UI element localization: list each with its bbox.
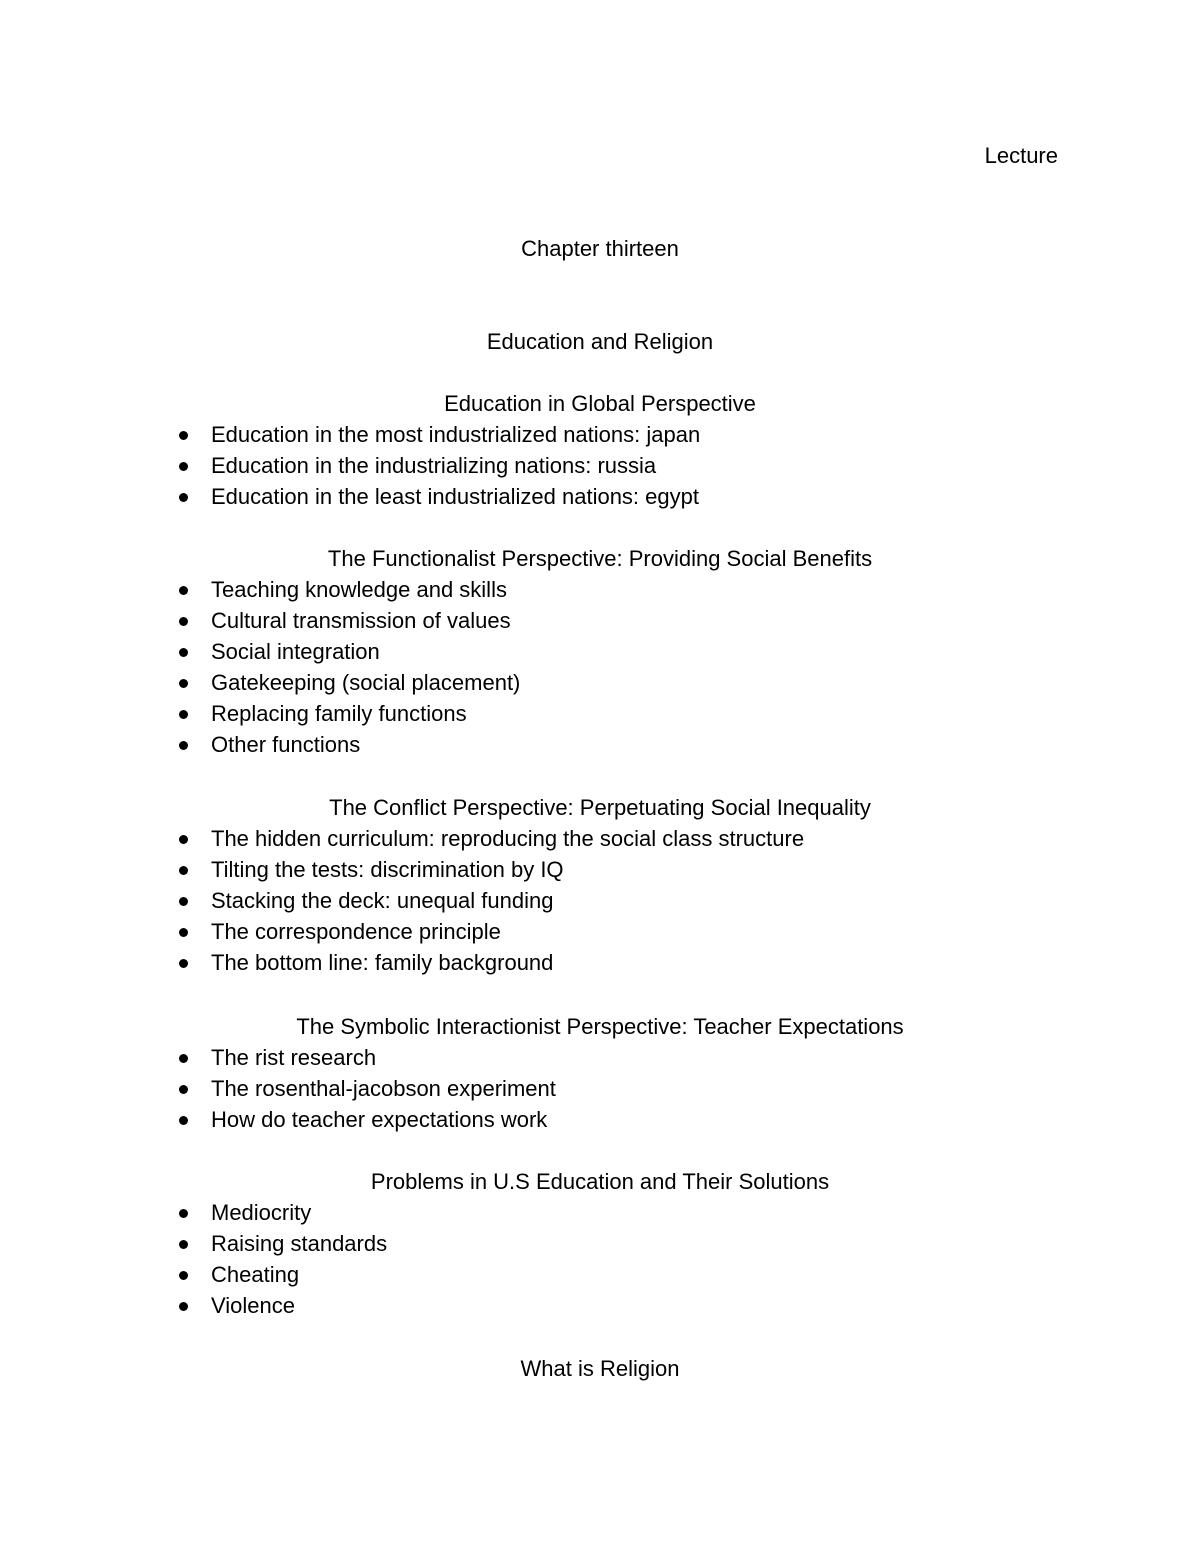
section-heading: The Symbolic Interactionist Perspective: Teacher Expectations [296, 1014, 904, 1039]
list-item [0, 1259, 1200, 1290]
list-item [0, 667, 1200, 698]
list-item [0, 698, 1200, 729]
list-item-text: Stacking the deck: unequal funding [211, 888, 554, 913]
section-us-education-problems [0, 1166, 1200, 1321]
bullet-list [0, 419, 1200, 512]
bullet-icon [179, 431, 188, 440]
section-heading-religion: What is Religion [520, 1356, 680, 1381]
list-item [0, 885, 1200, 916]
list-item [0, 947, 1200, 978]
bullet-list [0, 1197, 1200, 1321]
list-item-text: Tilting the tests: discrimination by IQ [211, 857, 564, 882]
bullet-list [0, 574, 1200, 760]
bullet-icon [179, 1209, 188, 1218]
section-conflict [0, 792, 1200, 978]
list-item-text: Social integration [211, 639, 380, 664]
list-item-text: How do teacher expectations work [211, 1107, 548, 1132]
list-item [0, 574, 1200, 605]
bullet-icon [179, 741, 188, 750]
list-item-text: The rosenthal-jacobson experiment [211, 1076, 556, 1101]
bullet-icon [179, 679, 188, 688]
list-item [0, 1042, 1200, 1073]
bullet-icon [179, 1302, 188, 1311]
bullet-list [0, 1042, 1200, 1135]
list-item-text: Other functions [211, 732, 361, 757]
section-heading: The Functionalist Perspective: Providing Social Benefits [327, 546, 873, 571]
list-item [0, 450, 1200, 481]
section-heading: The Conflict Perspective: Perpetuating Social Inequality [329, 795, 871, 820]
section-symbolic-interactionist [0, 1011, 1200, 1135]
list-item [0, 823, 1200, 854]
list-item [0, 729, 1200, 760]
section-heading: Problems in U.S Education and Their Solutions [370, 1169, 830, 1194]
lecture-label: Lecture [984, 143, 1058, 168]
section-global-perspective [0, 388, 1200, 512]
bullet-icon [179, 866, 188, 875]
bullet-icon [179, 1085, 188, 1094]
list-item [0, 419, 1200, 450]
chapter-heading: Chapter thirteen [521, 236, 679, 261]
bullet-icon [179, 897, 188, 906]
list-item-text: The hidden curriculum: reproducing the social class structure [211, 826, 805, 851]
list-item-text: The correspondence principle [211, 919, 501, 944]
list-item-text: Education in the most industrialized nations: japan [211, 422, 701, 447]
list-item-text: Raising standards [211, 1231, 388, 1256]
list-item-text: Teaching knowledge and skills [211, 577, 507, 602]
bullet-icon [179, 835, 188, 844]
list-item-text: Violence [211, 1293, 295, 1318]
list-item-text: Replacing family functions [211, 701, 467, 726]
bullet-icon [179, 462, 188, 471]
list-item-text: Gatekeeping (social placement) [211, 670, 521, 695]
bullet-icon [179, 648, 188, 657]
list-item [0, 1228, 1200, 1259]
list-item [0, 854, 1200, 885]
list-item [0, 1104, 1200, 1135]
bullet-list [0, 823, 1200, 978]
list-item [0, 636, 1200, 667]
list-item-text: Education in the least industrialized nations: egypt [211, 484, 699, 509]
list-item [0, 1197, 1200, 1228]
bullet-icon [179, 586, 188, 595]
section-functionalist [0, 543, 1200, 760]
list-item-text: Mediocrity [211, 1200, 312, 1225]
bullet-icon [179, 959, 188, 968]
bullet-icon [179, 617, 188, 626]
list-item [0, 481, 1200, 512]
bullet-icon [179, 1054, 188, 1063]
list-item-text: Education in the industrializing nations: russia [211, 453, 657, 478]
list-item-text: Cheating [211, 1262, 300, 1287]
bullet-icon [179, 1116, 188, 1125]
bullet-icon [179, 1271, 188, 1280]
list-item-text: The rist research [211, 1045, 377, 1070]
list-item [0, 605, 1200, 636]
list-item [0, 1290, 1200, 1321]
section-heading: Education in Global Perspective [444, 391, 756, 416]
list-item [0, 916, 1200, 947]
bullet-icon [179, 928, 188, 937]
bullet-icon [179, 1240, 188, 1249]
document-title: Education and Religion [486, 329, 714, 354]
bullet-icon [179, 710, 188, 719]
list-item-text: The bottom line: family background [211, 950, 554, 975]
list-item [0, 1073, 1200, 1104]
bullet-icon [179, 493, 188, 502]
list-item-text: Cultural transmission of values [211, 608, 511, 633]
